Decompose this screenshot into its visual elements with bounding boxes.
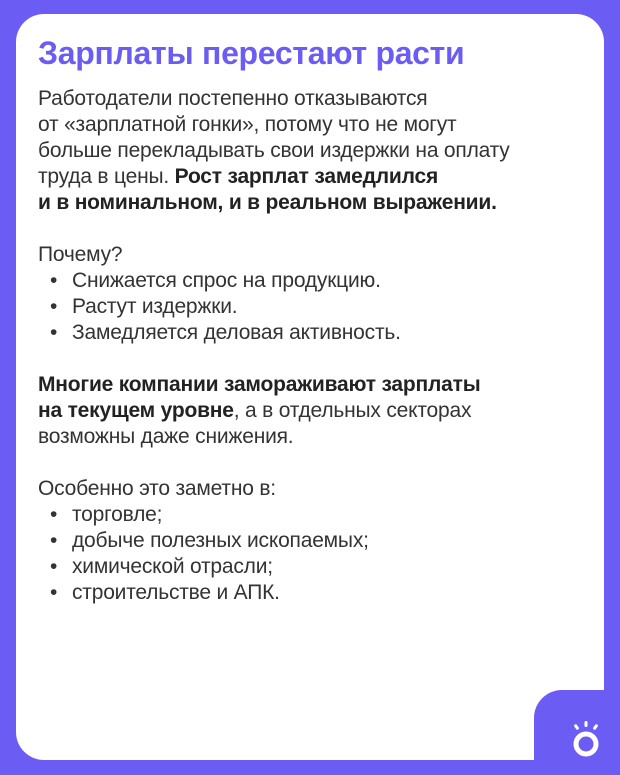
intro-line-3: больше перекладывать свои издержки на оплату [38,139,510,162]
freeze-highlight-2: на текущем уровне [38,399,234,422]
why-list [38,268,586,346]
freeze-paragraph [38,372,586,450]
list-item: • Замедляется деловая активность. [50,321,401,344]
intro-highlight-2: и в номинальном, и в реальном выражении. [38,191,497,214]
page-title: Зарплаты перестают расти [38,35,465,71]
why-heading: Почему? [38,243,123,266]
smiley-logo-icon [566,719,606,759]
list-item: • строительстве и АПК. [50,581,280,604]
freeze-highlight-1: Многие компании замораживают зарплаты [38,373,481,396]
bullet-icon: • [50,555,58,578]
list-item: • торговле; [50,503,163,526]
bullet-icon: • [50,529,58,552]
list-item: • химической отрасли; [50,555,273,578]
intro-highlight-1: Рост зарплат замедлился [174,165,439,188]
content-card [16,14,604,760]
article-content [38,34,586,606]
list-item: • Растут издержки. [50,295,238,318]
bullet-icon: • [50,269,58,292]
freeze-line-3: возможны даже снижения. [38,425,294,448]
list-item: • добыче полезных ископаемых; [50,529,369,552]
intro-line-4: труда в цены. [38,165,175,188]
intro-line-2: от «зарплатной гонки», потому что не могут [38,113,457,136]
list-item: • Снижается спрос на продукцию. [50,269,381,292]
bullet-icon: • [50,321,58,344]
bullet-icon: • [50,295,58,318]
intro-line-1: Работодатели постепенно отказываются [38,87,428,110]
sectors-heading: Особенно это заметно в: [38,477,276,500]
bullet-icon: • [50,581,58,604]
freeze-line-2: , а в отдельных секторах [233,399,472,422]
sectors-list [38,502,586,606]
intro-paragraph [38,86,586,216]
bullet-icon: • [50,503,58,526]
